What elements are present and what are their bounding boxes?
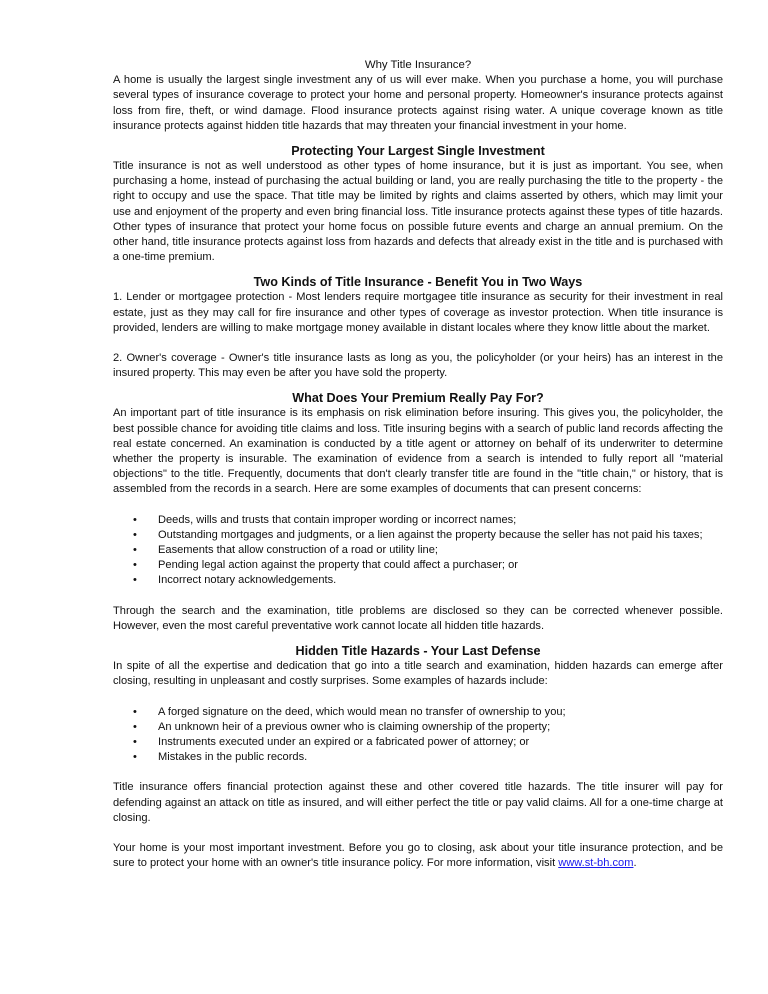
- intro-paragraph: A home is usually the largest single investment any of us will ever make. When you purchase a home, you will purchase several types of insurance coverage to protect your home and personal property. Homeowner's insurance protects against loss from fire, theft, or wind damage. Flood insurance protects against rising water. A unique coverage known as title insurance protects against hidden title hazards that may threaten your financial investment in your home.: [113, 74, 723, 132]
- financial-protection-paragraph: Title insurance offers financial protection against these and other covered title hazards. The title insurer will pay for defending against an attack on title as insured, and will either perfect the title or pay valid claims. All for a one-time charge at closing.: [113, 781, 723, 824]
- closing-text: Your home is your most important investment. Before you go to closing, ask about your title insurance protection, and be sure to protect your home with an owner's title insurance policy. For more information, visit: [113, 841, 723, 870]
- lender-protection-paragraph: 1. Lender or mortgagee protection - Most lenders require mortgagee title insurance as security for their investment in real estate, just as they may call for fire insurance and other types of coverage as investor protection. When title insurance is provided, lenders are willing to make mortgage money available in distant locales where they know little about the market.: [113, 291, 723, 334]
- list-item: • Incorrect notary acknowledgements.: [113, 573, 723, 588]
- hazards-list: [113, 705, 723, 766]
- list-item: • An unknown heir of a previous owner who is claiming ownership of the property;: [113, 720, 723, 735]
- concerns-list: [113, 513, 723, 589]
- section-body-hidden-hazards: In spite of all the expertise and dedication that go into a title search and examination, hidden hazards can emerge after closing, resulting in unpleasant and costly surprises. Some examples of hazards include:: [113, 660, 723, 688]
- section-heading-two-kinds: Two Kinds of Title Insurance - Benefit You in Two Ways: [253, 275, 583, 290]
- closing-period: .: [633, 857, 637, 870]
- search-examination-paragraph: Through the search and the examination, title problems are disclosed so they can be corrected whenever possible. However, even the most careful preventative work cannot locate all hidden title hazards.: [113, 604, 723, 632]
- document-title: Why Title Insurance?: [364, 59, 472, 71]
- section-body-protecting: Title insurance is not as well understood as other types of home insurance, but it is just as important. You see, when purchasing a home, instead of purchasing the actual building or land, you are really purchasing the title to the property - the right to occupy and use the space. That title may be limited by rights and claims asserted by others, which may limit your use and enjoyment of the property and even bring financial loss. Title insurance protects against these types of title hazards. Other types of insurance that protect your home focus on possible future events and charge an annual premium. On the other hand, title insurance protects against loss from hazards and defects that already exist in the title and is purchased with a one-time premium.: [113, 160, 723, 264]
- closing-paragraph: [113, 841, 723, 871]
- list-item: • Mistakes in the public records.: [113, 750, 723, 765]
- list-item: • Easements that allow construction of a road or utility line;: [113, 543, 723, 558]
- document-page: [113, 58, 723, 871]
- section-body-premium: An important part of title insurance is its emphasis on risk elimination before insuring. This gives you, the policyholder, the best possible chance for avoiding title claims and loss. Title insuring begins with a search of public land records affecting the real estate concerned. An examination is conducted by a title agent or attorney on behalf of its underwriter to determine whether the property is insurable. The examination of evidence from a search is intended to fully report all "material objections" to the title. Frequently, documents that don't clearly transfer title are found in the "title chain," or history, that is assembled from the records in a search. Here are some examples of documents that can present concerns:: [113, 407, 723, 496]
- list-item: • Outstanding mortgages and judgments, or a lien against the property because the seller has not paid his taxes;: [113, 528, 723, 543]
- list-item: • A forged signature on the deed, which would mean no transfer of ownership to you;: [113, 705, 723, 720]
- website-link[interactable]: www.st-bh.com: [558, 857, 634, 870]
- list-item: • Instruments executed under an expired or a fabricated power of attorney; or: [113, 735, 723, 750]
- section-heading-premium: What Does Your Premium Really Pay For?: [292, 391, 544, 406]
- list-item: • Pending legal action against the property that could affect a purchaser; or: [113, 558, 723, 573]
- list-item: • Deeds, wills and trusts that contain improper wording or incorrect names;: [113, 513, 723, 528]
- owner-coverage-paragraph: 2. Owner's coverage - Owner's title insurance lasts as long as you, the policyholder (or your heirs) has an interest in the insured property. This may even be after you have sold the property.: [113, 352, 723, 380]
- section-heading-hidden-hazards: Hidden Title Hazards - Your Last Defense: [295, 644, 541, 659]
- section-heading-protecting: Protecting Your Largest Single Investment: [291, 144, 545, 159]
